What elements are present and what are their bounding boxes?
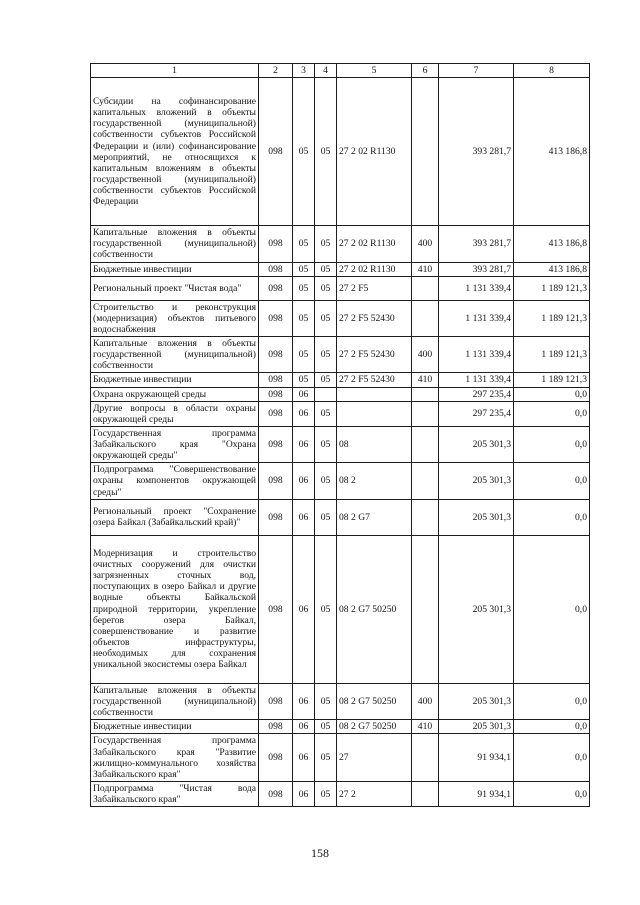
- row-name-cell: Региональный проект "Сохранение озера Байкал (Забайкальский край)": [91, 499, 259, 535]
- table-row: [91, 499, 590, 535]
- table-row: [91, 720, 590, 734]
- expense-type-cell: [412, 734, 439, 782]
- table-row: [91, 387, 590, 401]
- admin-code-cell: 098: [259, 262, 293, 276]
- amount-year-2-cell: 0,0: [514, 499, 590, 535]
- row-name-cell: Подпрограмма "Чистая вода Забайкальского края": [91, 782, 259, 807]
- expense-type-cell: [412, 535, 439, 683]
- row-name-cell: Капитальные вложения в объекты государственной (муниципальной) собственности: [91, 337, 259, 373]
- column-header: 1: [91, 64, 259, 78]
- admin-code-cell: 098: [259, 226, 293, 262]
- section-code-cell: 06: [293, 499, 315, 535]
- section-code-cell: 05: [293, 373, 315, 387]
- column-header: 2: [259, 64, 293, 78]
- amount-year-2-cell: 1 189 121,3: [514, 373, 590, 387]
- target-article-cell: 27 2 02 R1130: [337, 78, 412, 226]
- table-row: [91, 734, 590, 782]
- expense-type-cell: 410: [412, 720, 439, 734]
- section-code-cell: 06: [293, 426, 315, 462]
- section-code-cell: 06: [293, 782, 315, 807]
- amount-year-1-cell: 91 934,1: [439, 734, 514, 782]
- row-name-cell: Модернизация и строительство очистных сооружений для очистки загрязненных сточных вод, поступающих в озеро Байкал и другие водные объекты Байкальской природной территории, укрепление берегов озера Байкал, совершенствование и развитие объектов инфраструктуры, необходимых для сохранения уникальной экосистемы озера Байкал: [91, 535, 259, 683]
- row-name-cell: Капитальные вложения в объекты государственной (муниципальной) собственности: [91, 226, 259, 262]
- amount-year-2-cell: 0,0: [514, 387, 590, 401]
- amount-year-1-cell: 1 131 339,4: [439, 337, 514, 373]
- target-article-cell: 08 2 G7 50250: [337, 720, 412, 734]
- section-code-cell: 05: [293, 226, 315, 262]
- amount-year-2-cell: 1 189 121,3: [514, 276, 590, 300]
- expense-type-cell: 400: [412, 226, 439, 262]
- target-article-cell: 08: [337, 426, 412, 462]
- table-row: [91, 463, 590, 499]
- amount-year-1-cell: 393 281,7: [439, 78, 514, 226]
- expense-type-cell: [412, 276, 439, 300]
- amount-year-1-cell: 1 131 339,4: [439, 373, 514, 387]
- section-code-cell: 06: [293, 463, 315, 499]
- table-row: [91, 262, 590, 276]
- column-header: 3: [293, 64, 315, 78]
- amount-year-2-cell: 0,0: [514, 401, 590, 426]
- target-article-cell: 08 2: [337, 463, 412, 499]
- expense-type-cell: [412, 426, 439, 462]
- subsection-code-cell: 05: [315, 535, 337, 683]
- column-header: 7: [439, 64, 514, 78]
- row-name-cell: Строительство и реконструкция (модернизация) объектов питьевого водоснабжения: [91, 300, 259, 336]
- amount-year-2-cell: 413 186,8: [514, 78, 590, 226]
- table-row: [91, 300, 590, 336]
- amount-year-1-cell: 205 301,3: [439, 683, 514, 719]
- amount-year-1-cell: 91 934,1: [439, 782, 514, 807]
- target-article-cell: 27 2 02 R1130: [337, 262, 412, 276]
- amount-year-2-cell: 0,0: [514, 720, 590, 734]
- section-code-cell: 06: [293, 734, 315, 782]
- table-row: [91, 226, 590, 262]
- table-row: [91, 426, 590, 462]
- section-code-cell: 05: [293, 337, 315, 373]
- row-name-cell: Бюджетные инвестиции: [91, 262, 259, 276]
- admin-code-cell: 098: [259, 535, 293, 683]
- admin-code-cell: 098: [259, 782, 293, 807]
- admin-code-cell: 098: [259, 276, 293, 300]
- section-code-cell: 05: [293, 262, 315, 276]
- expense-type-cell: [412, 782, 439, 807]
- row-name-cell: Охрана окружающей среды: [91, 387, 259, 401]
- amount-year-1-cell: 393 281,7: [439, 226, 514, 262]
- amount-year-2-cell: 0,0: [514, 426, 590, 462]
- amount-year-1-cell: 297 235,4: [439, 401, 514, 426]
- target-article-cell: 27 2 F5 52430: [337, 373, 412, 387]
- admin-code-cell: 098: [259, 337, 293, 373]
- column-header: 8: [514, 64, 590, 78]
- target-article-cell: 27 2 02 R1130: [337, 226, 412, 262]
- amount-year-2-cell: 0,0: [514, 463, 590, 499]
- row-name-cell: Подпрограмма "Совершенствование охраны компонентов окружающей среды": [91, 463, 259, 499]
- subsection-code-cell: 05: [315, 373, 337, 387]
- admin-code-cell: 098: [259, 734, 293, 782]
- expense-type-cell: 400: [412, 683, 439, 719]
- column-header: 4: [315, 64, 337, 78]
- admin-code-cell: 098: [259, 499, 293, 535]
- target-article-cell: 08 2 G7 50250: [337, 535, 412, 683]
- table-row: [91, 401, 590, 426]
- target-article-cell: 27 2 F5: [337, 276, 412, 300]
- expense-type-cell: [412, 463, 439, 499]
- subsection-code-cell: 05: [315, 734, 337, 782]
- target-article-cell: 08 2 G7: [337, 499, 412, 535]
- section-code-cell: 05: [293, 300, 315, 336]
- table-row: [91, 78, 590, 226]
- section-code-cell: 06: [293, 535, 315, 683]
- column-header: 6: [412, 64, 439, 78]
- expense-type-cell: 410: [412, 373, 439, 387]
- subsection-code-cell: 05: [315, 426, 337, 462]
- expense-type-cell: 410: [412, 262, 439, 276]
- amount-year-1-cell: 393 281,7: [439, 262, 514, 276]
- table-row: [91, 373, 590, 387]
- table-row: [91, 535, 590, 683]
- amount-year-2-cell: 1 189 121,3: [514, 337, 590, 373]
- admin-code-cell: 098: [259, 463, 293, 499]
- row-name-cell: Государственная программа Забайкальского края "Охрана окружающей среды": [91, 426, 259, 462]
- subsection-code-cell: 05: [315, 276, 337, 300]
- target-article-cell: 27 2 F5 52430: [337, 337, 412, 373]
- admin-code-cell: 098: [259, 300, 293, 336]
- amount-year-2-cell: 413 186,8: [514, 226, 590, 262]
- subsection-code-cell: 05: [315, 463, 337, 499]
- amount-year-2-cell: 0,0: [514, 683, 590, 719]
- section-code-cell: 05: [293, 276, 315, 300]
- row-name-cell: Бюджетные инвестиции: [91, 373, 259, 387]
- table-row: [91, 782, 590, 807]
- budget-table: [90, 63, 590, 807]
- expense-type-cell: [412, 300, 439, 336]
- amount-year-2-cell: 0,0: [514, 535, 590, 683]
- amount-year-1-cell: 205 301,3: [439, 426, 514, 462]
- subsection-code-cell: 05: [315, 499, 337, 535]
- section-code-cell: 06: [293, 401, 315, 426]
- admin-code-cell: 098: [259, 373, 293, 387]
- target-article-cell: 27: [337, 734, 412, 782]
- section-code-cell: 05: [293, 78, 315, 226]
- target-article-cell: [337, 401, 412, 426]
- target-article-cell: 27 2 F5 52430: [337, 300, 412, 336]
- subsection-code-cell: 05: [315, 337, 337, 373]
- amount-year-1-cell: 1 131 339,4: [439, 300, 514, 336]
- amount-year-2-cell: 0,0: [514, 782, 590, 807]
- amount-year-1-cell: 205 301,3: [439, 535, 514, 683]
- subsection-code-cell: 05: [315, 401, 337, 426]
- target-article-cell: 27 2: [337, 782, 412, 807]
- subsection-code-cell: 05: [315, 78, 337, 226]
- section-code-cell: 06: [293, 387, 315, 401]
- subsection-code-cell: 05: [315, 782, 337, 807]
- expense-type-cell: 400: [412, 337, 439, 373]
- subsection-code-cell: 05: [315, 300, 337, 336]
- admin-code-cell: 098: [259, 426, 293, 462]
- subsection-code-cell: 05: [315, 720, 337, 734]
- amount-year-1-cell: 205 301,3: [439, 499, 514, 535]
- row-name-cell: Региональный проект "Чистая вода": [91, 276, 259, 300]
- page-number: 158: [311, 846, 329, 860]
- row-name-cell: Капитальные вложения в объекты государственной (муниципальной) собственности: [91, 683, 259, 719]
- admin-code-cell: 098: [259, 387, 293, 401]
- amount-year-1-cell: 205 301,3: [439, 463, 514, 499]
- table-row: [91, 337, 590, 373]
- admin-code-cell: 098: [259, 683, 293, 719]
- expense-type-cell: [412, 499, 439, 535]
- admin-code-cell: 098: [259, 401, 293, 426]
- admin-code-cell: 098: [259, 78, 293, 226]
- target-article-cell: 08 2 G7 50250: [337, 683, 412, 719]
- section-code-cell: 06: [293, 683, 315, 719]
- expense-type-cell: [412, 401, 439, 426]
- column-header: 5: [337, 64, 412, 78]
- row-name-cell: Бюджетные инвестиции: [91, 720, 259, 734]
- row-name-cell: Государственная программа Забайкальского края "Развитие жилищно-коммунального хозяйства Забайкальского края": [91, 734, 259, 782]
- expense-type-cell: [412, 78, 439, 226]
- subsection-code-cell: [315, 387, 337, 401]
- expense-type-cell: [412, 387, 439, 401]
- amount-year-2-cell: 413 186,8: [514, 262, 590, 276]
- target-article-cell: [337, 387, 412, 401]
- table-row: [91, 276, 590, 300]
- amount-year-2-cell: 0,0: [514, 734, 590, 782]
- admin-code-cell: 098: [259, 720, 293, 734]
- row-name-cell: Субсидии на софинансирование капитальных вложений в объекты государственной (муниципальной) собственности субъектов Российской Федерации и (или) софинансирование мероприятий, не относящихся к капитальным вложениям в объекты государственной (муниципальной) собственности субъектов Российской Федерации: [91, 78, 259, 226]
- section-code-cell: 06: [293, 720, 315, 734]
- row-name-cell: Другие вопросы в области охраны окружающей среды: [91, 401, 259, 426]
- amount-year-1-cell: 297 235,4: [439, 387, 514, 401]
- subsection-code-cell: 05: [315, 683, 337, 719]
- table-header-row: [91, 64, 590, 78]
- amount-year-1-cell: 205 301,3: [439, 720, 514, 734]
- amount-year-1-cell: 1 131 339,4: [439, 276, 514, 300]
- amount-year-2-cell: 1 189 121,3: [514, 300, 590, 336]
- table-row: [91, 683, 590, 719]
- subsection-code-cell: 05: [315, 262, 337, 276]
- subsection-code-cell: 05: [315, 226, 337, 262]
